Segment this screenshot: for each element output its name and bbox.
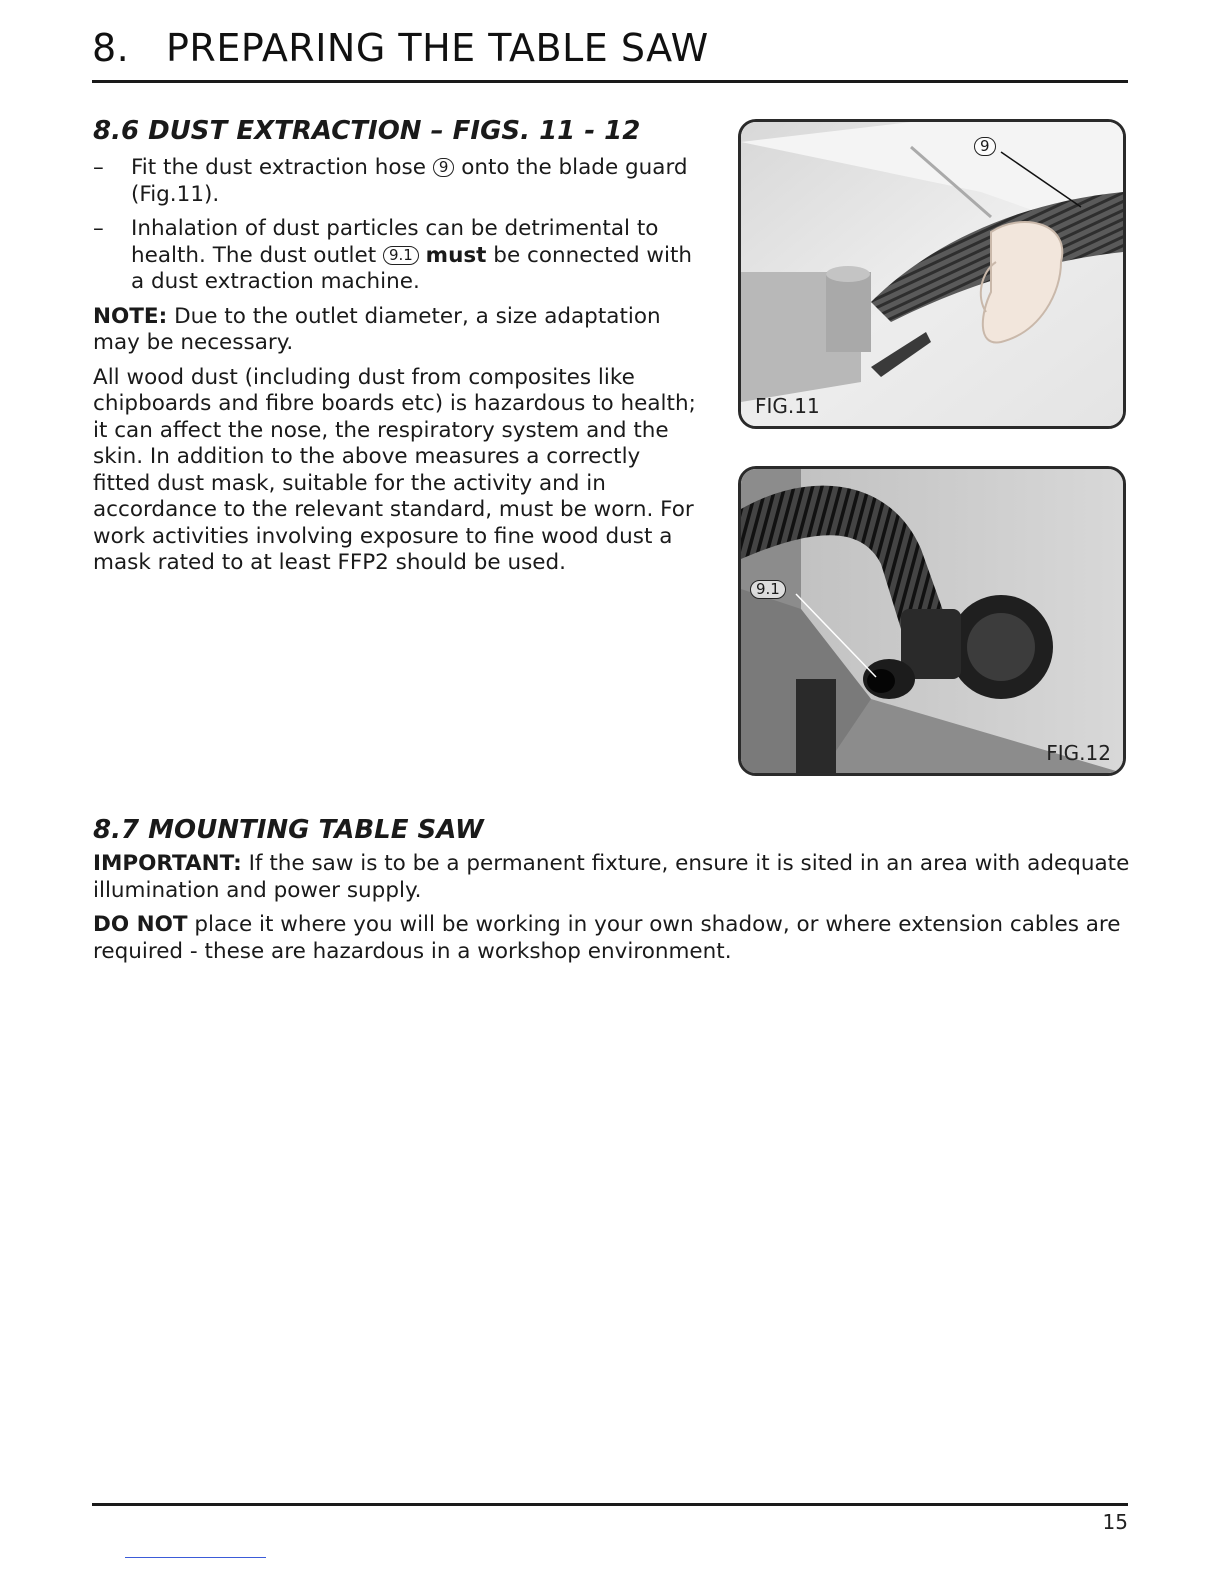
bullet-dash: – — [93, 155, 104, 180]
bullet2-text-after: be connected with a dust extraction machine. — [131, 242, 693, 294]
link-underline[interactable] — [125, 1557, 266, 1558]
important-label: IMPORTANT: — [93, 851, 242, 876]
bullet1-text-after: onto the blade guard (Fig.11). — [131, 155, 688, 207]
bullet-fit-hose — [93, 155, 703, 208]
fig11-label: FIG.11 — [755, 394, 820, 418]
section-title: PREPARING THE TABLE SAW — [166, 26, 709, 70]
section-number: 8. — [92, 26, 130, 70]
mounting-content — [93, 851, 1133, 973]
dust-extraction-heading: 8.6 DUST EXTRACTION – FIGS. 11 - 12 — [93, 116, 641, 146]
figure-11 — [738, 119, 1126, 429]
bullet1-text-before: Fit the dust extraction hose — [131, 155, 433, 180]
dust-extraction-content — [93, 155, 703, 585]
fig12-label: FIG.12 — [1046, 741, 1111, 765]
footer-divider — [92, 1503, 1128, 1506]
bullet-inhalation — [93, 216, 703, 296]
important-text: If the saw is to be a permanent fixture, ensure it is sited in an area with adequate illumination and power supply. — [93, 851, 1130, 903]
title-divider — [92, 80, 1128, 83]
note-label: NOTE: — [93, 303, 168, 329]
bullet2-bold-must: must — [425, 242, 487, 268]
mounting-heading: 8.7 MOUNTING TABLE SAW — [93, 815, 484, 845]
callout-9: 9 — [433, 158, 455, 177]
bullet2-text-before: Inhalation of dust particles can be detrimental to health. The dust outlet — [131, 216, 659, 268]
do-not-label: DO NOT — [93, 912, 188, 937]
figure-12 — [738, 466, 1126, 776]
bullet-dash: – — [93, 216, 104, 241]
page-number: 15 — [1102, 1510, 1128, 1534]
do-not-text: place it where you will be working in your own shadow, or where extension cables are required - these are hazardous in a workshop environment. — [93, 912, 1121, 964]
figure-12-photo — [741, 469, 1123, 773]
fig11-callout-9: 9 — [974, 137, 996, 156]
note-paragraph — [93, 304, 703, 357]
figure-11-photo — [741, 122, 1123, 426]
page-title — [92, 26, 709, 70]
hazard-paragraph: All wood dust (including dust from composites like chipboards and fibre boards etc) is hazardous to health; it can affect the nose, the respiratory system and the skin. In addition to the above measures a correctly fitted dust mask, suitable for the activity and in accordance to the relevant standard, must be worn. For work activities involving exposure to fine wood dust a mask rated to at least FFP2 should be used. — [93, 364, 696, 575]
fig12-callout-9-1: 9.1 — [750, 580, 786, 599]
do-not-paragraph — [93, 912, 1133, 965]
note-text: Due to the outlet diameter, a size adaptation may be necessary. — [93, 303, 661, 355]
callout-9-1: 9.1 — [383, 246, 419, 265]
important-paragraph — [93, 851, 1133, 904]
